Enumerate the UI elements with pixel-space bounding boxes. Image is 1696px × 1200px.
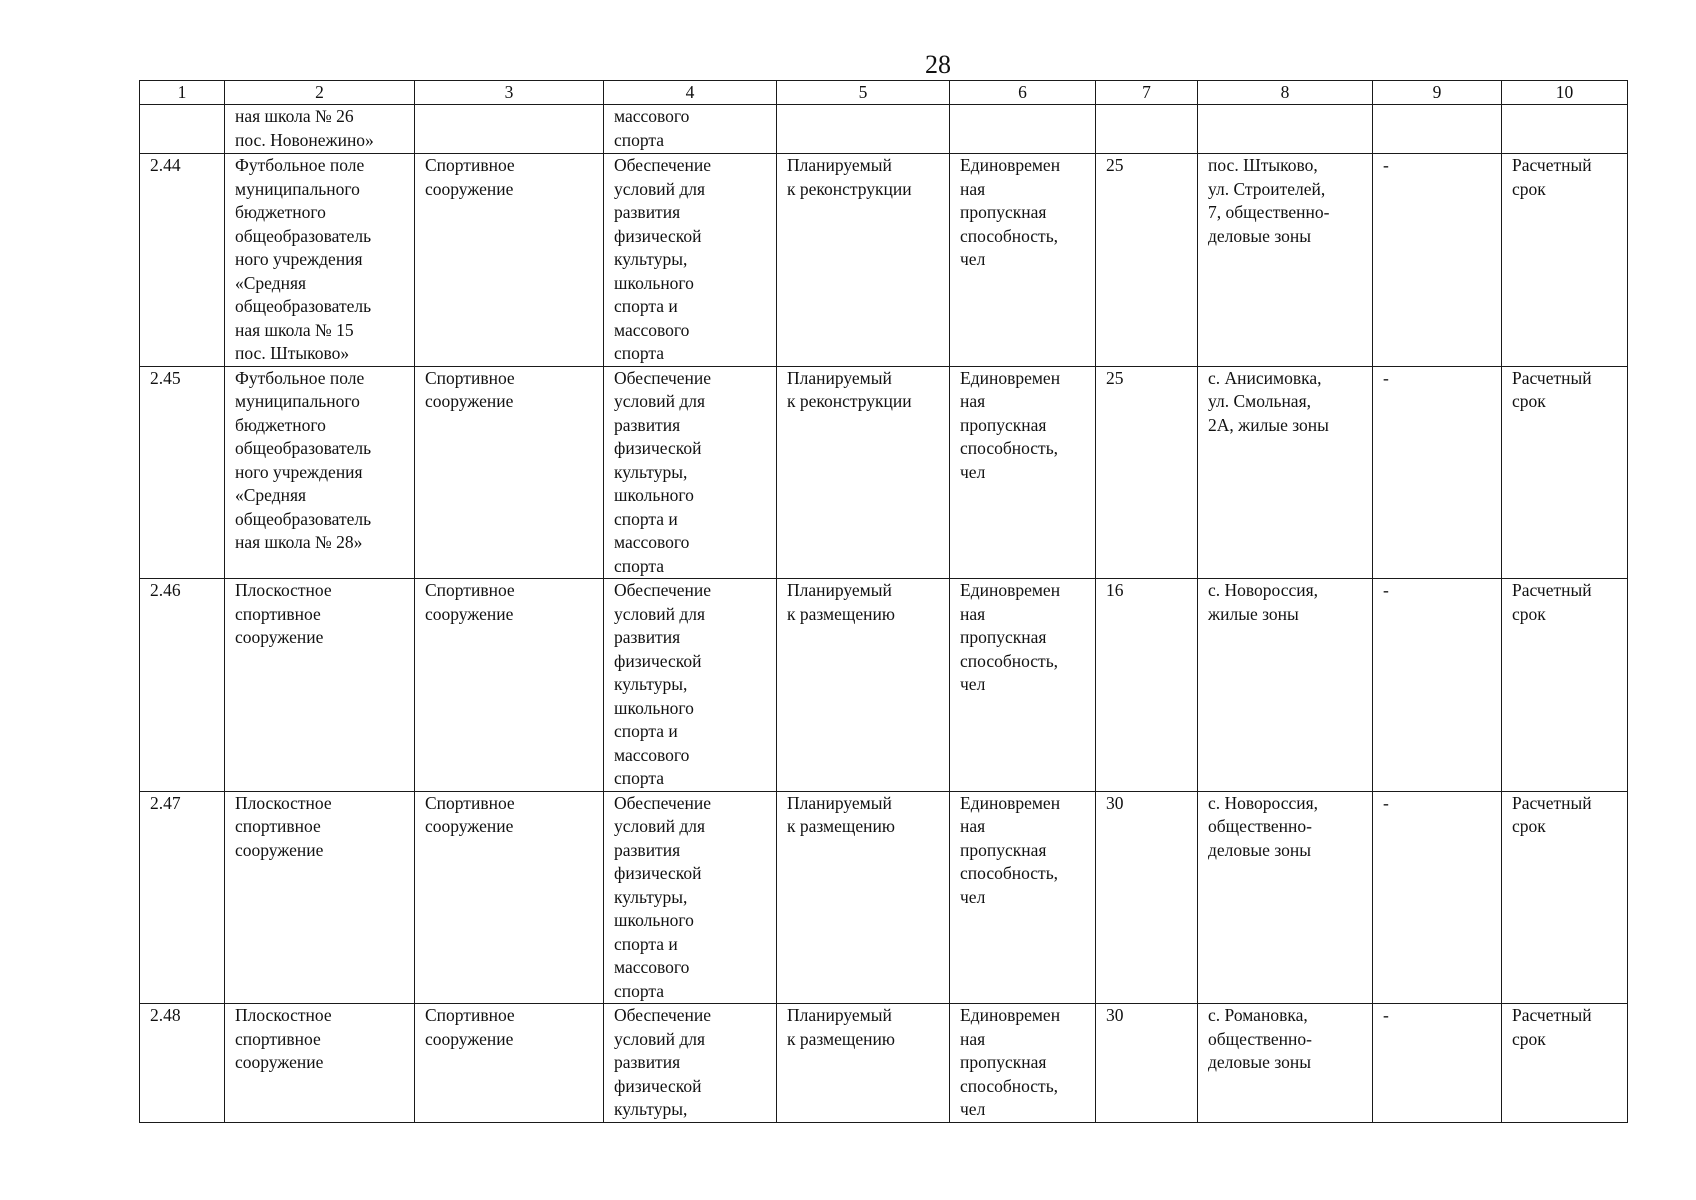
cell-object-name: Плоскостное спортивное сооружение bbox=[225, 791, 415, 1004]
table-row bbox=[140, 154, 1628, 367]
cell-zone bbox=[1373, 105, 1502, 154]
cell-status: Планируемый к реконструкции bbox=[777, 154, 950, 367]
cell-zone: - bbox=[1373, 154, 1502, 367]
column-header-10: 10 bbox=[1502, 81, 1628, 105]
cell-location bbox=[1198, 105, 1373, 154]
cell-characteristic: Единовремен ная пропускная способность, чел bbox=[950, 366, 1096, 579]
cell-value: 30 bbox=[1096, 1004, 1198, 1123]
cell-zone: - bbox=[1373, 791, 1502, 1004]
column-header-4: 4 bbox=[604, 81, 777, 105]
cell-term: Расчетный срок bbox=[1502, 579, 1628, 792]
table-row bbox=[140, 579, 1628, 792]
cell-characteristic: Единовремен ная пропускная способность, чел bbox=[950, 579, 1096, 792]
cell-purpose: массового спорта bbox=[604, 105, 777, 154]
column-header-7: 7 bbox=[1096, 81, 1198, 105]
table-row bbox=[140, 366, 1628, 579]
cell-object-name: ная школа № 26 пос. Новонежино» bbox=[225, 105, 415, 154]
cell-number: 2.45 bbox=[140, 366, 225, 579]
cell-number: 2.46 bbox=[140, 579, 225, 792]
column-header-5: 5 bbox=[777, 81, 950, 105]
facilities-table bbox=[139, 80, 1628, 1123]
column-header-1: 1 bbox=[140, 81, 225, 105]
cell-location: с. Романовка, общественно- деловые зоны bbox=[1198, 1004, 1373, 1123]
cell-value: 25 bbox=[1096, 154, 1198, 367]
cell-status: Планируемый к размещению bbox=[777, 791, 950, 1004]
cell-term: Расчетный срок bbox=[1502, 791, 1628, 1004]
cell-term: Расчетный срок bbox=[1502, 1004, 1628, 1123]
cell-location: с. Новороссия, жилые зоны bbox=[1198, 579, 1373, 792]
cell-status: Планируемый к размещению bbox=[777, 579, 950, 792]
table-row-continuation bbox=[140, 105, 1628, 154]
cell-characteristic: Единовремен ная пропускная способность, чел bbox=[950, 154, 1096, 367]
page-number: 28 bbox=[925, 50, 951, 79]
cell-zone: - bbox=[1373, 366, 1502, 579]
cell-object-name: Футбольное поле муниципального бюджетного общеобразователь ного учреждения «Средняя общеобразователь ная школа № 28» bbox=[225, 366, 415, 579]
cell-number bbox=[140, 105, 225, 154]
cell-characteristic bbox=[950, 105, 1096, 154]
cell-object-type: Спортивное сооружение bbox=[415, 579, 604, 792]
table-row bbox=[140, 791, 1628, 1004]
cell-characteristic: Единовремен ная пропускная способность, чел bbox=[950, 791, 1096, 1004]
column-header-6: 6 bbox=[950, 81, 1096, 105]
cell-term bbox=[1502, 105, 1628, 154]
cell-location: с. Анисимовка, ул. Смольная, 2А, жилые зоны bbox=[1198, 366, 1373, 579]
cell-characteristic: Единовремен ная пропускная способность, чел bbox=[950, 1004, 1096, 1123]
column-header-2: 2 bbox=[225, 81, 415, 105]
cell-value: 25 bbox=[1096, 366, 1198, 579]
cell-location: с. Новороссия, общественно- деловые зоны bbox=[1198, 791, 1373, 1004]
cell-object-type bbox=[415, 105, 604, 154]
column-header-3: 3 bbox=[415, 81, 604, 105]
cell-status: Планируемый к реконструкции bbox=[777, 366, 950, 579]
cell-object-name: Плоскостное спортивное сооружение bbox=[225, 579, 415, 792]
cell-term: Расчетный срок bbox=[1502, 366, 1628, 579]
cell-purpose: Обеспечение условий для развития физической культуры, школьного спорта и массового спорта bbox=[604, 791, 777, 1004]
cell-purpose: Обеспечение условий для развития физической культуры, школьного спорта и массового спорта bbox=[604, 366, 777, 579]
cell-object-type: Спортивное сооружение bbox=[415, 791, 604, 1004]
cell-location: пос. Штыково, ул. Строителей, 7, общественно- деловые зоны bbox=[1198, 154, 1373, 367]
cell-object-type: Спортивное сооружение bbox=[415, 1004, 604, 1123]
cell-zone: - bbox=[1373, 579, 1502, 792]
cell-object-name: Плоскостное спортивное сооружение bbox=[225, 1004, 415, 1123]
cell-zone: - bbox=[1373, 1004, 1502, 1123]
cell-purpose: Обеспечение условий для развития физической культуры, школьного спорта и массового спорта bbox=[604, 154, 777, 367]
cell-value: 16 bbox=[1096, 579, 1198, 792]
cell-object-type: Спортивное сооружение bbox=[415, 366, 604, 579]
cell-value bbox=[1096, 105, 1198, 154]
cell-number: 2.48 bbox=[140, 1004, 225, 1123]
cell-number: 2.44 bbox=[140, 154, 225, 367]
column-number-header-row bbox=[140, 81, 1628, 105]
cell-object-type: Спортивное сооружение bbox=[415, 154, 604, 367]
table-row bbox=[140, 1004, 1628, 1123]
cell-status: Планируемый к размещению bbox=[777, 1004, 950, 1123]
column-header-8: 8 bbox=[1198, 81, 1373, 105]
column-header-9: 9 bbox=[1373, 81, 1502, 105]
cell-number: 2.47 bbox=[140, 791, 225, 1004]
cell-status bbox=[777, 105, 950, 154]
cell-purpose: Обеспечение условий для развития физической культуры, школьного спорта и массового спорта bbox=[604, 579, 777, 792]
cell-object-name: Футбольное поле муниципального бюджетного общеобразователь ного учреждения «Средняя общеобразователь ная школа № 15 пос. Штыково» bbox=[225, 154, 415, 367]
cell-term: Расчетный срок bbox=[1502, 154, 1628, 367]
cell-purpose: Обеспечение условий для развития физической культуры, bbox=[604, 1004, 777, 1123]
cell-value: 30 bbox=[1096, 791, 1198, 1004]
